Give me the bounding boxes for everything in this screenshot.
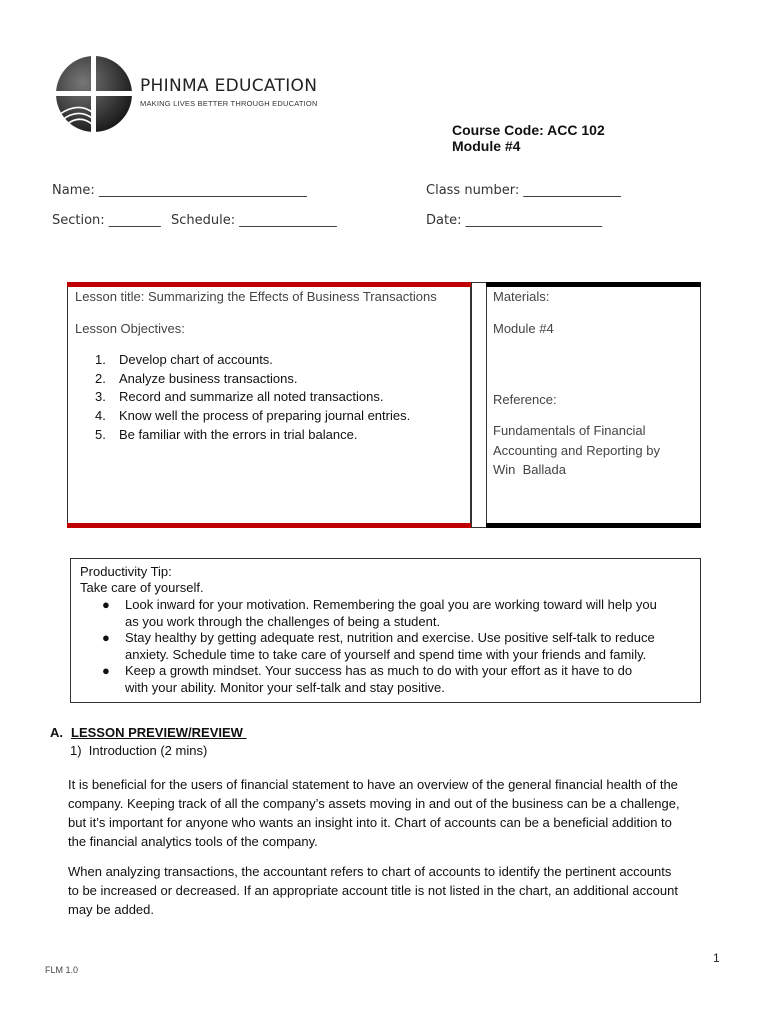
objectives-list — [95, 351, 410, 444]
tip-subheading: Take care of yourself. — [80, 580, 204, 595]
objectives-heading: Lesson Objectives: — [75, 321, 185, 336]
bullet-icon: ● — [102, 663, 110, 678]
bullet-icon: ● — [102, 630, 110, 645]
schedule-field[interactable]: Schedule: _______________ — [171, 213, 337, 228]
tip-item: ● Stay healthy by getting adequate rest, nutrition and exercise. Use positive self-talk to reduce anxiety. Schedule time to take care of yourself and spend time with your friends and family. — [102, 630, 655, 662]
course-code: Course Code: ACC 102 — [452, 122, 605, 138]
objective-item: 5. Be familiar with the errors in trial balance. — [95, 426, 358, 442]
reference-heading: Reference: — [493, 392, 557, 407]
paragraph: When analyzing transactions, the accountant refers to chart of accounts to identify the pertinent accounts to be increased or decreased. If an appropriate account title is not listed in the chart, an additional account may be added. — [68, 864, 678, 917]
reference-line: Accounting and Reporting by — [493, 443, 660, 458]
objective-item: 2. Analyze business transactions. — [95, 370, 298, 386]
tip-item: ● Look inward for your motivation. Remembering the goal you are working toward will help you as you work through the challenges of being a student. — [102, 597, 657, 629]
objective-item: 4. Know well the process of preparing journal entries. — [95, 408, 411, 424]
intro-subheading: 1) Introduction (2 mins) — [70, 743, 208, 758]
tip-list — [98, 597, 698, 696]
brand-name: PHINMA EDUCATION — [140, 76, 318, 96]
materials-cell-bottom-border — [486, 523, 701, 528]
form-code: FLM 1.0 — [45, 965, 79, 975]
materials-cell-top-border — [486, 282, 701, 287]
materials-value: Module #4 — [493, 321, 554, 336]
table-spacer-column — [471, 282, 487, 528]
page-number: 1 — [713, 951, 720, 965]
tip-item: ● Keep a growth mindset. Your success has as much to do with your effort as it have to do with your ability. Monitor your self-talk and stay positive. — [102, 663, 633, 695]
tip-heading: Productivity Tip: — [80, 564, 172, 579]
reference-line: Win Ballada — [493, 462, 566, 477]
section-heading: A. LESSON PREVIEW/REVIEW — [50, 725, 247, 740]
date-field[interactable]: Date: _____________________ — [426, 213, 603, 228]
lesson-title: Lesson title: Summarizing the Effects of Business Transactions — [75, 289, 437, 304]
brand-tagline: MAKING LIVES BETTER THROUGH EDUCATION — [140, 99, 318, 108]
name-field[interactable]: Name: ________________________________ — [52, 183, 307, 198]
paragraph: It is beneficial for the users of financial statement to have an overview of the general financial health of the company. Keeping track of all the company’s assets moving in and out of the business can be a challenge, but it’s important for anyone who wants an insight into it. Chart of accounts can be a beneficial addition to the financial analytics tools of the company. — [68, 777, 680, 849]
phinma-logo-icon — [54, 54, 134, 134]
reference-line: Fundamentals of Financial — [493, 423, 646, 438]
section-field[interactable]: Section: ________ — [52, 213, 161, 228]
materials-heading: Materials: — [493, 289, 550, 304]
objective-item: 3. Record and summarize all noted transactions. — [95, 389, 384, 405]
module-number: Module #4 — [452, 138, 521, 154]
objective-item: 1. Develop chart of accounts. — [95, 352, 273, 367]
lesson-cell-bottom-border — [67, 523, 471, 528]
class-number-field[interactable]: Class number: _______________ — [426, 183, 621, 198]
bullet-icon: ● — [102, 597, 110, 612]
lesson-cell-top-border — [67, 282, 471, 287]
